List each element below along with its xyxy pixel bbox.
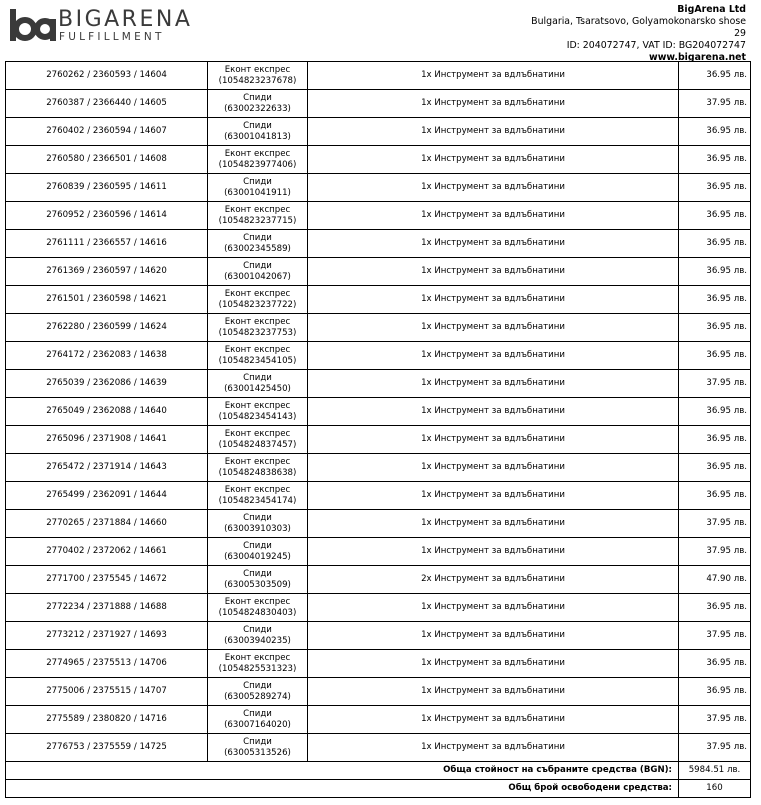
courier-name: Еконт експрес	[224, 652, 291, 663]
item-description: 1х Инструмент за вдлъбнатини	[421, 266, 565, 276]
item-description: 1х Инструмент за вдлъбнатини	[421, 154, 565, 164]
table-row	[6, 454, 751, 482]
total-value: 5984.51 лв.	[679, 762, 751, 780]
courier-name: Еконт експрес	[224, 456, 291, 467]
order-ids-cell	[6, 286, 208, 314]
price-value: 36.95 лв.	[706, 490, 747, 500]
courier-name: Спиди	[243, 120, 272, 131]
courier-name: Спиди	[243, 372, 272, 383]
table-row	[6, 118, 751, 146]
tracking-number: (63001041911)	[224, 187, 291, 198]
order-ids: 2770265 / 2371884 / 14660	[46, 518, 167, 528]
item-description: 1х Инструмент за вдлъбнатини	[421, 434, 565, 444]
price-value: 36.95 лв.	[706, 70, 747, 80]
tracking-number: (1054824838638)	[218, 467, 297, 478]
order-ids: 2771700 / 2375545 / 14672	[46, 574, 167, 584]
tracking-number: (63003910303)	[224, 523, 291, 534]
item-cell	[308, 734, 679, 762]
shipping-cell	[208, 650, 308, 678]
order-ids-cell	[6, 314, 208, 342]
price-cell	[679, 454, 751, 482]
order-ids: 2764172 / 2362083 / 14638	[46, 350, 167, 360]
courier-name: Спиди	[243, 512, 272, 523]
courier-name: Спиди	[243, 176, 272, 187]
price-cell	[679, 538, 751, 566]
order-ids: 2761369 / 2360597 / 14620	[46, 266, 167, 276]
item-description: 1х Инструмент за вдлъбнатини	[421, 238, 565, 248]
price-value: 37.95 лв.	[706, 714, 747, 724]
item-description: 1х Инструмент за вдлъбнатини	[421, 630, 565, 640]
item-description: 1х Инструмент за вдлъбнатини	[421, 602, 565, 612]
company-info	[531, 4, 746, 64]
courier-name: Спиди	[243, 92, 272, 103]
price-cell	[679, 258, 751, 286]
price-value: 36.95 лв.	[706, 462, 747, 472]
price-cell	[679, 622, 751, 650]
shipping-cell	[208, 118, 308, 146]
item-cell	[308, 678, 679, 706]
item-cell	[308, 566, 679, 594]
table-row	[6, 594, 751, 622]
logo-wordmark: BIGARENA	[58, 7, 193, 32]
price-value: 36.95 лв.	[706, 658, 747, 668]
orders-table-body	[6, 62, 751, 762]
shipping-cell	[208, 202, 308, 230]
price-value: 37.95 лв.	[706, 630, 747, 640]
order-ids-cell	[6, 342, 208, 370]
table-row	[6, 90, 751, 118]
order-ids: 2773212 / 2371927 / 14693	[46, 630, 167, 640]
table-row	[6, 146, 751, 174]
price-cell	[679, 342, 751, 370]
price-cell	[679, 650, 751, 678]
price-value: 37.95 лв.	[706, 518, 747, 528]
company-name: BigArena Ltd	[677, 4, 746, 15]
order-ids: 2765096 / 2371908 / 14641	[46, 434, 167, 444]
price-cell	[679, 118, 751, 146]
item-description: 1х Инструмент за вдлъбнатини	[421, 182, 565, 192]
tracking-number: (1054823454105)	[218, 355, 297, 366]
courier-name: Еконт експрес	[224, 400, 291, 411]
item-cell	[308, 342, 679, 370]
table-row	[6, 174, 751, 202]
item-description: 1х Инструмент за вдлъбнатини	[421, 714, 565, 724]
item-cell	[308, 650, 679, 678]
order-ids: 2760580 / 2366501 / 14608	[46, 154, 167, 164]
order-ids-cell	[6, 426, 208, 454]
order-ids-cell	[6, 706, 208, 734]
item-cell	[308, 706, 679, 734]
price-value: 36.95 лв.	[706, 182, 747, 192]
table-row	[6, 230, 751, 258]
item-cell	[308, 90, 679, 118]
price-cell	[679, 174, 751, 202]
order-ids: 2765499 / 2362091 / 14644	[46, 490, 167, 500]
price-cell	[679, 510, 751, 538]
shipping-cell	[208, 538, 308, 566]
shipping-cell	[208, 314, 308, 342]
price-cell	[679, 62, 751, 90]
tracking-number: (1054823237715)	[218, 215, 297, 226]
order-ids-cell	[6, 510, 208, 538]
tracking-number: (1054823237753)	[218, 327, 297, 338]
item-cell	[308, 510, 679, 538]
tracking-number: (63001425450)	[224, 383, 291, 394]
price-cell	[679, 398, 751, 426]
order-ids-cell	[6, 538, 208, 566]
shipping-cell	[208, 146, 308, 174]
tracking-number: (1054824830403)	[218, 607, 297, 618]
item-cell	[308, 538, 679, 566]
shipping-cell	[208, 454, 308, 482]
count-value: 160	[679, 780, 751, 798]
item-cell	[308, 426, 679, 454]
price-value: 36.95 лв.	[706, 294, 747, 304]
order-ids: 2774965 / 2375513 / 14706	[46, 658, 167, 668]
item-description: 1х Инструмент за вдлъбнатини	[421, 462, 565, 472]
company-website: www.bigarena.net	[649, 52, 746, 63]
courier-name: Еконт експрес	[224, 204, 291, 215]
table-row	[6, 482, 751, 510]
item-cell	[308, 622, 679, 650]
shipping-cell	[208, 594, 308, 622]
price-value: 37.95 лв.	[706, 378, 747, 388]
price-cell	[679, 202, 751, 230]
price-cell	[679, 594, 751, 622]
order-ids-cell	[6, 202, 208, 230]
company-address-line2: 29	[734, 28, 746, 39]
item-cell	[308, 202, 679, 230]
order-ids: 2776753 / 2375559 / 14725	[46, 742, 167, 752]
table-row	[6, 62, 751, 90]
order-ids-cell	[6, 482, 208, 510]
tracking-number: (1054823977406)	[218, 159, 297, 170]
company-address-line1: Bulgaria, Tsaratsovo, Golyamokonarsko shose	[531, 16, 746, 27]
item-description: 1х Инструмент за вдлъбнатини	[421, 378, 565, 388]
item-cell	[308, 62, 679, 90]
order-ids-cell	[6, 454, 208, 482]
order-ids: 2760839 / 2360595 / 14611	[46, 182, 167, 192]
price-value: 36.95 лв.	[706, 602, 747, 612]
price-value: 36.95 лв.	[706, 434, 747, 444]
summary-total-row	[6, 762, 751, 780]
order-ids-cell	[6, 678, 208, 706]
order-ids-cell	[6, 62, 208, 90]
price-value: 36.95 лв.	[706, 266, 747, 276]
courier-name: Еконт експрес	[224, 148, 291, 159]
order-ids: 2765039 / 2362086 / 14639	[46, 378, 167, 388]
table-row	[6, 706, 751, 734]
item-cell	[308, 370, 679, 398]
table-row	[6, 650, 751, 678]
price-cell	[679, 426, 751, 454]
table-row	[6, 678, 751, 706]
table-row	[6, 286, 751, 314]
tracking-number: (63005303509)	[224, 579, 291, 590]
table-row	[6, 258, 751, 286]
tracking-number: (1054825531323)	[218, 663, 297, 674]
tracking-number: (63002322633)	[224, 103, 291, 114]
order-ids-cell	[6, 118, 208, 146]
price-value: 36.95 лв.	[706, 210, 747, 220]
tracking-number: (1054823454143)	[218, 411, 297, 422]
total-label: Обща стойност на събраните средства (BGN):	[6, 762, 679, 780]
shipping-cell	[208, 678, 308, 706]
summary-section	[6, 762, 751, 798]
order-ids-cell	[6, 230, 208, 258]
item-cell	[308, 594, 679, 622]
shipping-cell	[208, 706, 308, 734]
shipping-cell	[208, 174, 308, 202]
tracking-number: (1054823237722)	[218, 299, 297, 310]
tracking-number: (63002345589)	[224, 243, 291, 254]
table-row	[6, 426, 751, 454]
count-label: Общ брой освободени средства:	[6, 780, 679, 798]
tracking-number: (63005289274)	[224, 691, 291, 702]
price-value: 47.90 лв.	[706, 574, 747, 584]
order-ids: 2772234 / 2371888 / 14688	[46, 602, 167, 612]
bigarena-logo	[8, 7, 193, 45]
courier-name: Еконт експрес	[224, 484, 291, 495]
bigarena-logo-icon	[8, 7, 56, 43]
tracking-number: (1054823237678)	[218, 75, 297, 86]
price-value: 36.95 лв.	[706, 126, 747, 136]
courier-name: Спиди	[243, 260, 272, 271]
shipping-cell	[208, 342, 308, 370]
price-cell	[679, 230, 751, 258]
item-cell	[308, 230, 679, 258]
table-row	[6, 314, 751, 342]
order-ids-cell	[6, 370, 208, 398]
shipping-cell	[208, 230, 308, 258]
item-description: 1х Инструмент за вдлъбнатини	[421, 126, 565, 136]
price-value: 36.95 лв.	[706, 322, 747, 332]
shipping-cell	[208, 258, 308, 286]
order-ids: 2760387 / 2366440 / 14605	[46, 98, 167, 108]
table-row	[6, 202, 751, 230]
table-row	[6, 398, 751, 426]
order-ids: 2760262 / 2360593 / 14604	[46, 70, 167, 80]
order-ids-cell	[6, 650, 208, 678]
shipping-cell	[208, 398, 308, 426]
price-cell	[679, 482, 751, 510]
table-row	[6, 538, 751, 566]
courier-name: Спиди	[243, 540, 272, 551]
order-ids-cell	[6, 146, 208, 174]
item-description: 1х Инструмент за вдлъбнатини	[421, 406, 565, 416]
order-ids: 2775006 / 2375515 / 14707	[46, 686, 167, 696]
item-cell	[308, 454, 679, 482]
order-ids-cell	[6, 258, 208, 286]
item-description: 2х Инструмент за вдлъбнатини	[421, 574, 565, 584]
company-ids: ID: 204072747, VAT ID: BG204072747	[566, 40, 746, 51]
item-description: 1х Инструмент за вдлъбнатини	[421, 350, 565, 360]
price-value: 36.95 лв.	[706, 686, 747, 696]
item-description: 1х Инструмент за вдлъбнатини	[421, 742, 565, 752]
item-description: 1х Инструмент за вдлъбнатини	[421, 490, 565, 500]
price-value: 36.95 лв.	[706, 238, 747, 248]
table-row	[6, 622, 751, 650]
courier-name: Спиди	[243, 708, 272, 719]
item-description: 1х Инструмент за вдлъбнатини	[421, 98, 565, 108]
tracking-number: (63005313526)	[224, 747, 291, 758]
tracking-number: (63001042067)	[224, 271, 291, 282]
item-description: 1х Инструмент за вдлъбнатини	[421, 658, 565, 668]
courier-name: Еконт експрес	[224, 316, 291, 327]
courier-name: Еконт експрес	[224, 428, 291, 439]
shipping-cell	[208, 62, 308, 90]
tracking-number: (63003940235)	[224, 635, 291, 646]
order-ids: 2765049 / 2362088 / 14640	[46, 406, 167, 416]
shipping-cell	[208, 370, 308, 398]
item-cell	[308, 398, 679, 426]
item-description: 1х Инструмент за вдлъбнатини	[421, 546, 565, 556]
shipping-cell	[208, 286, 308, 314]
courier-name: Спиди	[243, 624, 272, 635]
courier-name: Еконт експрес	[224, 596, 291, 607]
orders-table	[5, 61, 751, 798]
order-ids: 2765472 / 2371914 / 14643	[46, 462, 167, 472]
table-row	[6, 342, 751, 370]
price-cell	[679, 286, 751, 314]
order-ids: 2761111 / 2366557 / 14616	[46, 238, 167, 248]
price-value: 36.95 лв.	[706, 350, 747, 360]
courier-name: Спиди	[243, 736, 272, 747]
order-ids: 2762280 / 2360599 / 14624	[46, 322, 167, 332]
item-description: 1х Инструмент за вдлъбнатини	[421, 518, 565, 528]
item-cell	[308, 174, 679, 202]
courier-name: Спиди	[243, 680, 272, 691]
courier-name: Еконт експрес	[224, 64, 291, 75]
order-ids-cell	[6, 566, 208, 594]
item-description: 1х Инструмент за вдлъбнатини	[421, 70, 565, 80]
order-ids: 2761501 / 2360598 / 14621	[46, 294, 167, 304]
price-cell	[679, 566, 751, 594]
item-cell	[308, 314, 679, 342]
courier-name: Спиди	[243, 232, 272, 243]
shipping-cell	[208, 566, 308, 594]
price-cell	[679, 90, 751, 118]
order-ids-cell	[6, 174, 208, 202]
summary-count-row	[6, 780, 751, 798]
price-cell	[679, 706, 751, 734]
order-ids: 2760402 / 2360594 / 14607	[46, 126, 167, 136]
item-cell	[308, 118, 679, 146]
price-value: 37.95 лв.	[706, 546, 747, 556]
item-description: 1х Инструмент за вдлъбнатини	[421, 294, 565, 304]
order-ids-cell	[6, 398, 208, 426]
price-value: 36.95 лв.	[706, 406, 747, 416]
table-row	[6, 370, 751, 398]
order-ids: 2770402 / 2372062 / 14661	[46, 546, 167, 556]
price-value: 37.95 лв.	[706, 742, 747, 752]
shipping-cell	[208, 734, 308, 762]
shipping-cell	[208, 510, 308, 538]
shipping-cell	[208, 426, 308, 454]
shipping-cell	[208, 482, 308, 510]
courier-name: Спиди	[243, 568, 272, 579]
tracking-number: (63004019245)	[224, 551, 291, 562]
price-cell	[679, 314, 751, 342]
price-value: 36.95 лв.	[706, 154, 747, 164]
shipping-cell	[208, 622, 308, 650]
logo-tagline: FULFILLMENT	[59, 31, 165, 43]
tracking-number: (63007164020)	[224, 719, 291, 730]
shipping-cell	[208, 90, 308, 118]
price-cell	[679, 678, 751, 706]
tracking-number: (63001041813)	[224, 131, 291, 142]
order-ids-cell	[6, 90, 208, 118]
item-cell	[308, 258, 679, 286]
item-cell	[308, 286, 679, 314]
item-description: 1х Инструмент за вдлъбнатини	[421, 686, 565, 696]
table-row	[6, 510, 751, 538]
price-cell	[679, 146, 751, 174]
order-ids-cell	[6, 734, 208, 762]
order-ids-cell	[6, 622, 208, 650]
table-row	[6, 566, 751, 594]
order-ids: 2760952 / 2360596 / 14614	[46, 210, 167, 220]
table-row	[6, 734, 751, 762]
price-cell	[679, 734, 751, 762]
order-ids-cell	[6, 594, 208, 622]
order-ids: 2775589 / 2380820 / 14716	[46, 714, 167, 724]
price-value: 37.95 лв.	[706, 98, 747, 108]
tracking-number: (1054824837457)	[218, 439, 297, 450]
price-cell	[679, 370, 751, 398]
item-description: 1х Инструмент за вдлъбнатини	[421, 322, 565, 332]
courier-name: Еконт експрес	[224, 344, 291, 355]
document-header	[0, 0, 761, 63]
item-description: 1х Инструмент за вдлъбнатини	[421, 210, 565, 220]
item-cell	[308, 482, 679, 510]
courier-name: Еконт експрес	[224, 288, 291, 299]
tracking-number: (1054823454174)	[218, 495, 297, 506]
item-cell	[308, 146, 679, 174]
